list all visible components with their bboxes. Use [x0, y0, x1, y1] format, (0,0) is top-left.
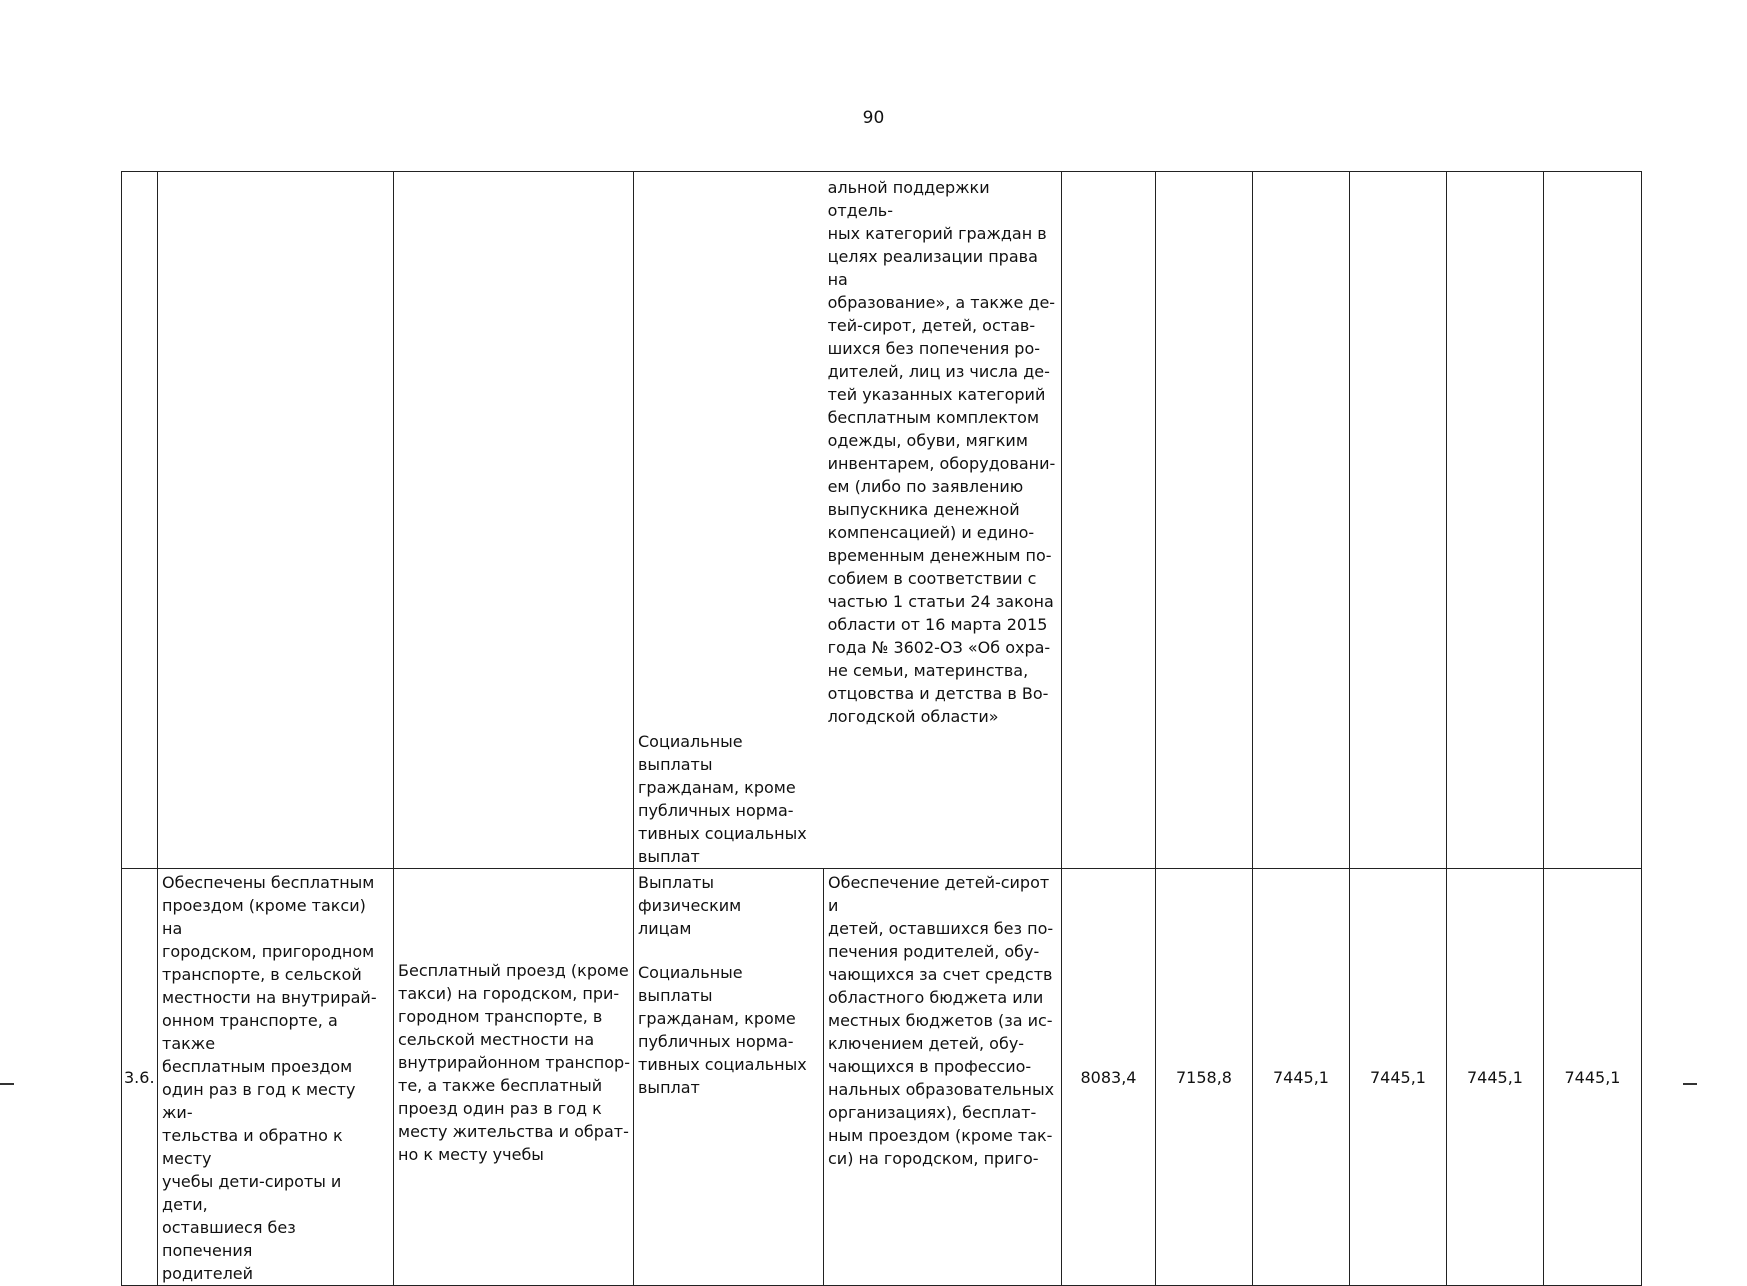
cell-payment-type-2: Социальные выплаты гражданам, кроме публичных норма- тивных социальных выплат	[638, 962, 807, 1097]
cell-number-empty	[122, 172, 158, 869]
cell-description-empty	[394, 172, 634, 869]
cell-value-empty-4	[1350, 172, 1447, 869]
cell-value-empty-5	[1447, 172, 1544, 869]
cell-measure-empty	[824, 728, 1061, 868]
cell-value-empty-3	[1253, 172, 1350, 869]
cell-split-continued	[634, 172, 1062, 869]
cell-value-2: 7158,8	[1156, 869, 1253, 1286]
cell-value-empty-2	[1156, 172, 1253, 869]
cell-result: Обеспечены бесплатным проездом (кроме такси) на городском, пригородном транспорте, в сельской местности на внутрирай- онном транспорте, а также бесплатным проездом один раз в год к месту жи- тельства и обратно к месту учебы дети-сироты и дети, оставшиеся без попечения родителей	[158, 869, 394, 1286]
cell-value-empty-1	[1062, 172, 1156, 869]
cell-payment-type-continued: Социальные выплаты гражданам, кроме публичных норма- тивных социальных выплат	[638, 732, 807, 866]
cell-value-6: 7445,1	[1544, 869, 1642, 1286]
cell-payment-types	[634, 869, 824, 1286]
cell-row-number: 3.6.	[122, 869, 158, 1286]
scan-edge-mark-right	[1683, 1083, 1697, 1085]
budget-table	[121, 171, 1642, 1286]
cell-measure-text-continued: альной поддержки отдель- ных категорий граждан в целях реализации права на образование», а также де- тей-сирот, детей, остав- шихся без попечения ро- дителей, лиц из числа де- тей указанных категорий бесплатным комплектом одежды, обуви, мягким инвентарем, оборудовани- ем (либо по заявлению выпускника денежной компенсацией) и едино- временным денежным по- собием в соответствии с частью 1 статьи 24 закона области от 16 марта 2015 года № 3602-ОЗ «Об охра- не семьи, материнства, отцовства и детства в Во- логодской области»	[827, 178, 1056, 726]
cell-result-empty	[158, 172, 394, 869]
table-row-3-6	[122, 869, 1642, 1286]
table-row-continued	[122, 172, 1642, 869]
page-number: 90	[862, 108, 885, 128]
cell-payment-type-1: Выплаты физическим лицам	[638, 873, 742, 938]
cell-measure-text: Обеспечение детей-сирот и детей, оставшихся без по- печения родителей, обу- чающихся за счет средств областного бюджета или местных бюджетов (за ис- ключением детей, обу- чающихся в профессио- нальных образовательных организациях), бесплат- ным проездом (кроме так- си) на городском, приго-	[824, 869, 1062, 1286]
cell-value-4: 7445,1	[1350, 869, 1447, 1286]
cell-value-1: 8083,4	[1062, 869, 1156, 1286]
cell-payment-empty	[634, 172, 824, 728]
cell-value-5: 7445,1	[1447, 869, 1544, 1286]
cell-value-3: 7445,1	[1253, 869, 1350, 1286]
scan-edge-mark-left	[0, 1083, 14, 1085]
cell-value-empty-6	[1544, 172, 1642, 869]
cell-description: Бесплатный проезд (кроме такси) на городском, при- городном транспорте, в сельской местности на внутрирайонном транспор- те, а также бесплатный проезд один раз в год к месту жительства и обрат- но к месту учебы	[394, 869, 634, 1286]
